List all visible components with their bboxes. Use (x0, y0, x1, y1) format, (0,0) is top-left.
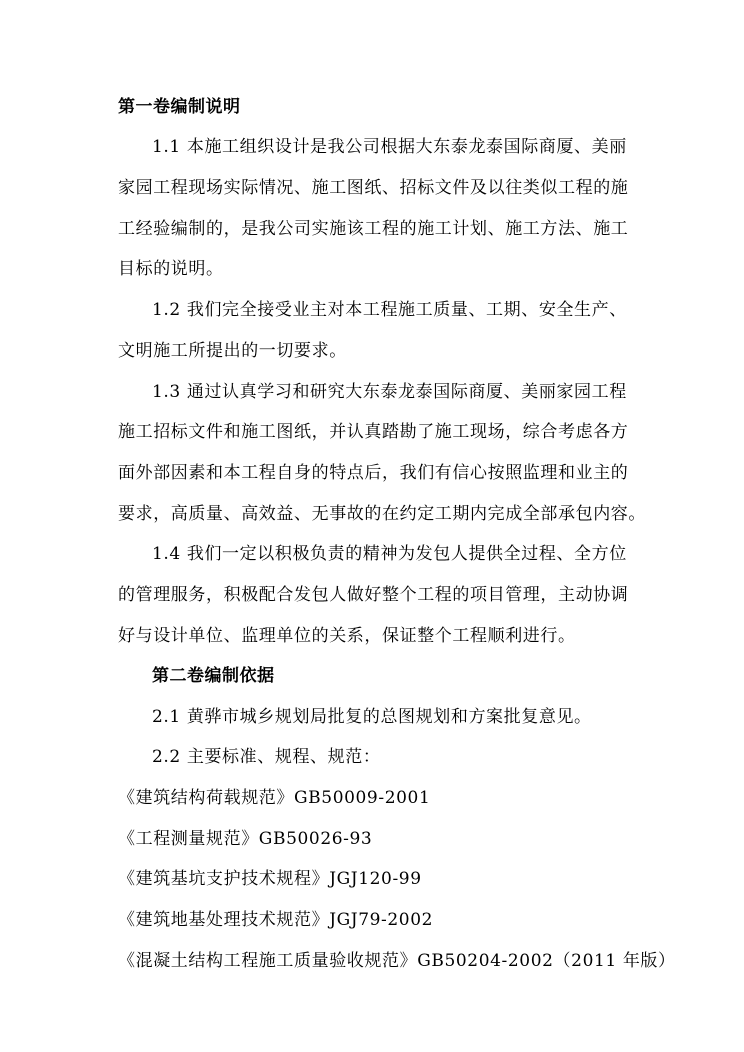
paragraph-1-2-line-2: 文明施工所提出的一切要求。 (118, 341, 347, 361)
paragraph-2-2: 2.2 主要标准、规程、规范： (152, 747, 381, 767)
paragraph-1-4-line-1: 1.4 我们一定以积极负责的精神为发包人提供全过程、全方位 (152, 544, 627, 564)
paragraph-1-4-line-2: 的管理服务，积极配合发包人做好整个工程的项目管理，主动协调 (118, 585, 629, 605)
section-2-title: 第二卷编制依据 (152, 666, 275, 686)
paragraph-1-3-line-3: 面外部因素和本工程自身的特点后，我们有信心按照监理和业主的 (118, 463, 629, 483)
standard-item: 《混凝土结构工程施工质量验收规范》GB50204-2002（2011 年版） (118, 951, 676, 971)
section-1-title: 第一卷编制说明 (118, 97, 241, 117)
standard-item: 《建筑结构荷载规范》GB50009-2001 (118, 788, 431, 808)
paragraph-1-1-line-4: 目标的说明。 (118, 259, 224, 279)
paragraph-1-1-line-2: 家园工程现场实际情况、施工图纸、招标文件及以往类似工程的施 (118, 178, 629, 198)
paragraph-1-3-line-4: 要求，高质量、高效益、无事故的在约定工期内完成全部承包内容。 (118, 504, 646, 524)
standard-item: 《建筑地基处理技术规范》JGJ79-2002 (118, 910, 434, 930)
standard-item: 《工程测量规范》GB50026-93 (118, 829, 373, 849)
paragraph-1-1-line-1: 1.1 本施工组织设计是我公司根据大东泰龙泰国际商厦、美丽 (152, 137, 627, 157)
paragraph-1-3-line-1: 1.3 通过认真学习和研究大东泰龙泰国际商厦、美丽家园工程 (152, 382, 627, 402)
paragraph-1-3-line-2: 施工招标文件和施工图纸，并认真踏勘了施工现场，综合考虑各方 (118, 422, 629, 442)
paragraph-1-4-line-3: 好与设计单位、监理单位的关系，保证整个工程顺利进行。 (118, 626, 576, 646)
paragraph-1-1-line-3: 工经验编制的，是我公司实施该工程的施工计划、施工方法、施工 (118, 219, 629, 239)
standard-item: 《建筑基坑支护技术规程》JGJ120-99 (118, 869, 422, 889)
paragraph-2-1: 2.1 黄骅市城乡规划局批复的总图规划和方案批复意见。 (152, 707, 592, 727)
paragraph-1-2-line-1: 1.2 我们完全接受业主对本工程施工质量、工期、安全生产、 (152, 300, 627, 320)
